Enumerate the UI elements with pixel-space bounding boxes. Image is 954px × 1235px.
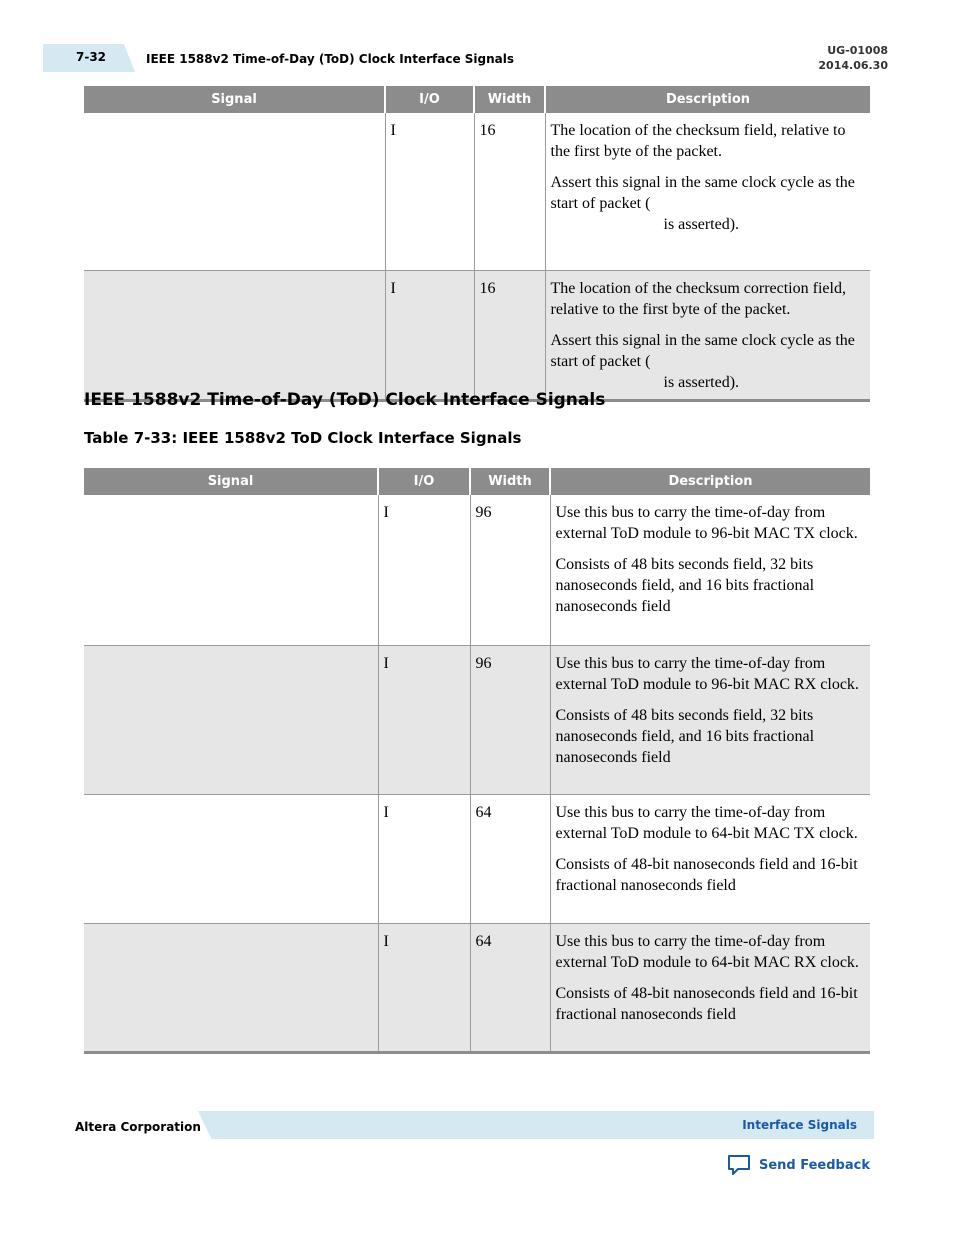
description-cell [550, 495, 870, 645]
signal-cell [84, 923, 378, 1052]
section-title: IEEE 1588v2 Time-of-Day (ToD) Clock Interface Signals [84, 390, 606, 410]
description-cell [550, 794, 870, 923]
io-cell: I [385, 270, 474, 400]
table-row [84, 495, 870, 645]
width-cell: 16 [474, 113, 545, 270]
running-header-title: IEEE 1588v2 Time-of-Day (ToD) Clock Interface Signals [146, 52, 514, 66]
signal-cell [84, 794, 378, 923]
description-cell [545, 270, 870, 400]
column-header-io: I/O [385, 86, 474, 113]
table-row [84, 923, 870, 1052]
document-id: UG-01008 [827, 44, 888, 57]
io-cell: I [378, 645, 470, 794]
description-paragraph: Use this bus to carry the time-of-day from external ToD module to 64-bit MAC RX clock. [555, 932, 859, 971]
width-cell: 64 [470, 794, 550, 923]
description-text: is asserted). [663, 216, 740, 233]
description-text: is asserted). [663, 373, 740, 391]
column-header-width: Width [474, 86, 545, 113]
tod-signals-table [84, 468, 870, 1054]
send-feedback-link[interactable] [727, 1154, 870, 1176]
description-paragraph [551, 330, 866, 393]
description-paragraph: Consists of 48 bits seconds field, 32 bits nanoseconds field, and 16 bits fractional nanoseconds field [555, 556, 815, 615]
description-text: Assert this signal in the same clock cycle as the start of packet ( [550, 331, 855, 370]
signal-cell [84, 270, 385, 400]
io-cell: I [385, 113, 474, 270]
width-cell: 64 [470, 923, 550, 1052]
io-cell: I [378, 794, 470, 923]
table-row [84, 645, 870, 794]
description-paragraph: Consists of 48-bit nanoseconds field and 16-bit fractional nanoseconds field [555, 855, 858, 894]
table-row [84, 113, 870, 270]
column-header-description: Description [550, 468, 870, 495]
signal-cell [84, 495, 378, 645]
speech-bubble-icon [727, 1154, 751, 1176]
table-row [84, 794, 870, 923]
table-caption: Table 7-33: IEEE 1588v2 ToD Clock Interface Signals [84, 429, 522, 447]
width-cell: 96 [470, 495, 550, 645]
description-paragraph: Use this bus to carry the time-of-day from external ToD module to 96-bit MAC RX clock. [555, 654, 859, 693]
table-row [84, 270, 870, 400]
page-number: 7-32 [76, 50, 107, 64]
signal-cell [84, 645, 378, 794]
column-header-signal: Signal [84, 468, 378, 495]
description-cell [545, 113, 870, 270]
send-feedback-label: Send Feedback [759, 1157, 870, 1173]
description-paragraph: The location of the checksum correction field, relative to the first byte of the packet. [550, 279, 846, 318]
column-header-width: Width [470, 468, 550, 495]
footer-section-link[interactable]: Interface Signals [742, 1118, 857, 1132]
description-paragraph: Consists of 48 bits seconds field, 32 bits nanoseconds field, and 16 bits fractional nanoseconds field [555, 706, 815, 766]
checksum-signals-table [84, 86, 870, 402]
description-paragraph: Consists of 48-bit nanoseconds field and 16-bit fractional nanoseconds field [555, 984, 858, 1023]
footer-company: Altera Corporation [75, 1120, 201, 1134]
description-cell [550, 645, 870, 794]
table-header-row [84, 468, 870, 495]
column-header-description: Description [545, 86, 870, 113]
description-cell [550, 923, 870, 1052]
column-header-io: I/O [378, 468, 470, 495]
io-cell: I [378, 923, 470, 1052]
table-header-row [84, 86, 870, 113]
width-cell: 16 [474, 270, 545, 400]
column-header-signal: Signal [84, 86, 385, 113]
description-paragraph: The location of the checksum field, relative to the first byte of the packet. [550, 122, 846, 160]
document-date: 2014.06.30 [818, 59, 888, 72]
description-text: Assert this signal in the same clock cycle as the start of packet ( [550, 174, 855, 212]
description-paragraph [551, 172, 866, 235]
description-paragraph: Use this bus to carry the time-of-day from external ToD module to 96-bit MAC TX clock. [555, 504, 858, 542]
io-cell: I [378, 495, 470, 645]
signal-cell [84, 113, 385, 270]
description-paragraph: Use this bus to carry the time-of-day from external ToD module to 64-bit MAC TX clock. [555, 803, 858, 842]
width-cell: 96 [470, 645, 550, 794]
document-id-block [818, 43, 888, 73]
